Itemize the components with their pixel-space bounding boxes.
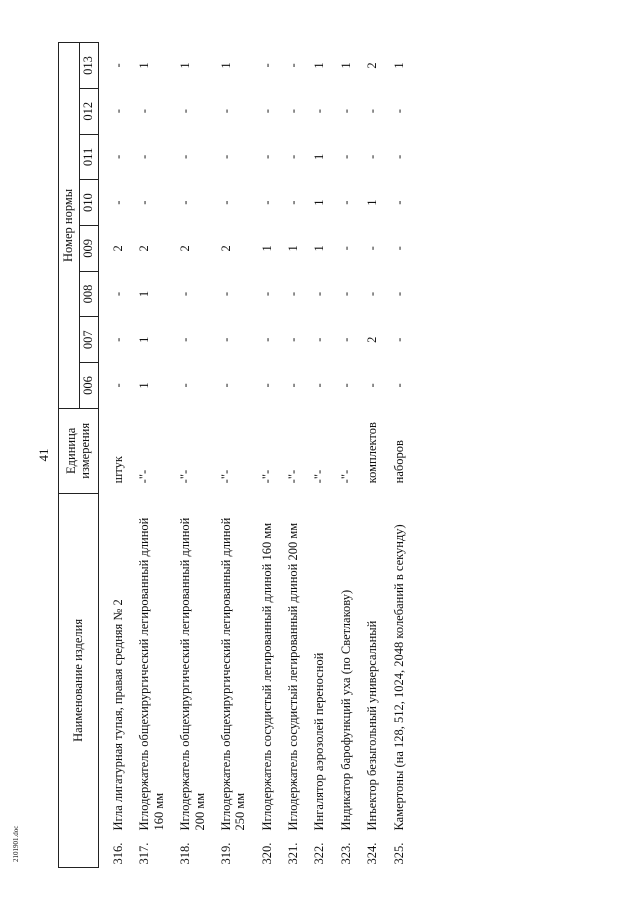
table-body — [99, 43, 406, 868]
row-item-name: Игла лигатурная тупая, правая средняя № 2 — [111, 599, 125, 831]
header-norm-6: 012 — [80, 88, 99, 134]
row-norm-value: - — [365, 291, 380, 297]
row-name-cell — [380, 493, 406, 867]
row-norm-value: - — [137, 200, 152, 205]
row-norm-value: - — [286, 63, 300, 68]
header-norm-group: Номер нормы — [59, 43, 80, 409]
row-norm-value: - — [391, 291, 406, 297]
row-norm-value: - — [338, 291, 353, 297]
row-norm-value: - — [111, 337, 125, 342]
header-unit-line2: измерения — [77, 422, 92, 479]
row-unit: -"- — [286, 469, 300, 484]
row-norm-value: - — [259, 383, 274, 388]
row-item-name: Иглодержатель сосудистый легированный длиной 200 мм — [286, 522, 300, 831]
row-norm-value: - — [259, 291, 274, 297]
row-norm-value: 1 — [312, 199, 327, 206]
row-norm-value: 1 — [312, 245, 327, 252]
table-row — [300, 43, 326, 868]
row-norm-value: - — [178, 109, 193, 114]
table-row — [99, 43, 126, 868]
row-norm-value: - — [391, 383, 406, 388]
row-index: 319. — [218, 842, 233, 865]
row-norm-value: - — [259, 154, 274, 159]
row-norm-value: - — [391, 246, 406, 251]
row-item-name: Иглодержатель общехирургический легированный длиной 160 мм — [137, 517, 166, 831]
row-norm-value: 1 — [178, 62, 193, 69]
header-norm-3: 009 — [80, 225, 99, 271]
row-name-cell — [166, 493, 207, 867]
row-norm-value: - — [218, 109, 233, 114]
row-norm-value: - — [286, 109, 300, 114]
row-norm-value: 1 — [137, 62, 152, 69]
row-norm-value: - — [391, 109, 406, 114]
row-index: 322. — [312, 842, 327, 865]
header-norm-7: 013 — [80, 43, 99, 89]
table-row — [353, 43, 379, 868]
row-norm-value: 1 — [365, 199, 380, 206]
row-norm-value: - — [391, 154, 406, 159]
row-item-name: Иглодержатель сосудистый легированный длиной 160 мм — [259, 522, 274, 831]
row-norm-value: - — [259, 63, 274, 68]
row-name-cell — [327, 493, 353, 867]
row-norm-value: - — [178, 154, 193, 159]
row-norm-value: - — [218, 200, 233, 205]
row-norm-value: 1 — [218, 62, 233, 69]
row-norm-value: - — [365, 246, 380, 251]
row-norm-value: - — [312, 383, 327, 388]
row-unit: наборов — [391, 440, 406, 484]
row-norm-value: - — [137, 154, 152, 159]
row-norm-value: - — [111, 383, 125, 388]
header-norm-4: 010 — [80, 180, 99, 226]
row-norm-value: - — [111, 109, 125, 114]
row-name-cell — [300, 493, 326, 867]
row-unit: -"- — [218, 469, 233, 484]
row-name-cell — [274, 493, 300, 867]
row-index: 318. — [178, 842, 193, 865]
row-norm-value: - — [111, 63, 125, 68]
row-norm-value: 1 — [137, 382, 152, 389]
row-name-cell — [207, 493, 248, 867]
row-norm-value: - — [218, 154, 233, 159]
row-norm-value: - — [312, 337, 327, 342]
norms-table — [58, 42, 406, 868]
row-item-name: Иглодержатель общехирургический легированный длиной 250 мм — [218, 517, 248, 831]
row-norm-value: - — [365, 154, 380, 159]
row-norm-value: 1 — [137, 290, 152, 298]
table-row — [166, 43, 207, 868]
row-norm-value: 2 — [218, 245, 233, 252]
row-norm-value: - — [259, 200, 274, 205]
row-norm-value: - — [338, 383, 353, 388]
table-row — [125, 43, 166, 868]
row-norm-value: 2 — [111, 245, 125, 252]
row-unit: -"- — [259, 469, 274, 484]
row-norm-value: 1 — [391, 62, 406, 69]
row-unit: -"- — [338, 469, 353, 484]
row-norm-value: - — [218, 291, 233, 297]
row-norm-value: - — [338, 337, 353, 342]
row-norm-value: - — [391, 200, 406, 205]
row-unit: -"- — [178, 469, 193, 484]
footer-filename: 2101901.doc — [12, 825, 20, 862]
table-row — [207, 43, 248, 868]
header-norm-2: 008 — [80, 271, 99, 317]
row-norm-value: - — [286, 337, 300, 342]
row-unit: комплектов — [365, 422, 380, 484]
row-norm-value: 1 — [312, 62, 327, 69]
row-norm-value: - — [286, 154, 300, 159]
row-norm-value: - — [338, 109, 353, 114]
row-unit: штук — [111, 456, 125, 484]
row-norm-value: - — [111, 154, 125, 159]
row-index: 325. — [391, 842, 406, 865]
row-norm-value: 2 — [137, 245, 152, 252]
row-norm-value: - — [312, 291, 327, 297]
header-unit-line1: Единица — [64, 427, 79, 474]
row-norm-value: - — [178, 337, 193, 342]
table-row — [380, 43, 406, 868]
row-norm-value: - — [178, 383, 193, 388]
row-norm-value: - — [111, 291, 125, 297]
row-item-name: Ингалятор аэрозолей переносной — [312, 652, 327, 831]
header-norm-0: 006 — [80, 363, 99, 409]
table-row — [274, 43, 300, 868]
row-item-name: Инъектор безыгольный универсальный — [365, 620, 380, 831]
row-name-cell — [353, 493, 379, 867]
row-norm-value: - — [338, 246, 353, 251]
row-norm-value: - — [338, 154, 353, 159]
row-norm-value: - — [137, 109, 152, 114]
row-item-name: Камертоны (на 128, 512, 1024, 2048 колебаний в секунду) — [391, 524, 406, 831]
row-unit: -"- — [312, 469, 327, 484]
row-item-name: Индикатор барофункций уха (по Светлакову) — [338, 589, 353, 831]
row-norm-value: - — [286, 200, 300, 205]
row-index: 321. — [286, 842, 300, 865]
row-norm-value: 1 — [259, 245, 274, 252]
row-name-cell — [99, 493, 126, 867]
row-norm-value: - — [218, 337, 233, 342]
row-norm-value: - — [286, 383, 300, 388]
header-norm-5: 011 — [80, 134, 99, 180]
table-row — [248, 43, 274, 868]
row-index: 323. — [338, 842, 353, 865]
row-index: 324. — [365, 842, 380, 865]
table-row — [327, 43, 353, 868]
row-norm-value: - — [218, 383, 233, 388]
row-norm-value: 1 — [338, 62, 353, 69]
row-norm-value: - — [338, 200, 353, 205]
row-norm-value: 1 — [312, 153, 327, 161]
row-norm-value: 1 — [286, 245, 300, 252]
row-index: 320. — [259, 842, 274, 865]
page-number: 41 — [36, 448, 51, 462]
row-norm-value: - — [365, 109, 380, 114]
document-page — [36, 42, 520, 868]
row-norm-value: - — [259, 109, 274, 114]
row-norm-value: - — [286, 291, 300, 297]
row-norm-value: 2 — [178, 245, 193, 252]
row-index: 317. — [137, 842, 152, 865]
row-norm-value: - — [178, 200, 193, 205]
row-norm-value: 2 — [365, 336, 380, 343]
row-index: 316. — [111, 842, 125, 865]
row-name-cell — [125, 493, 166, 867]
row-norm-value: - — [178, 291, 193, 297]
row-norm-value: - — [391, 337, 406, 342]
row-norm-value: 1 — [137, 336, 152, 343]
row-unit: -"- — [137, 469, 152, 484]
row-item-name: Иглодержатель общехирургический легированный длиной 200 мм — [178, 517, 207, 831]
row-norm-value: - — [111, 200, 125, 205]
row-name-cell — [248, 493, 274, 867]
header-name: Наименование изделия — [59, 493, 99, 867]
row-norm-value: - — [365, 383, 380, 388]
header-norm-1: 007 — [80, 317, 99, 363]
header-unit — [59, 408, 99, 493]
row-norm-value: - — [259, 337, 274, 342]
row-norm-value: 2 — [365, 62, 380, 69]
row-norm-value: - — [312, 109, 327, 114]
